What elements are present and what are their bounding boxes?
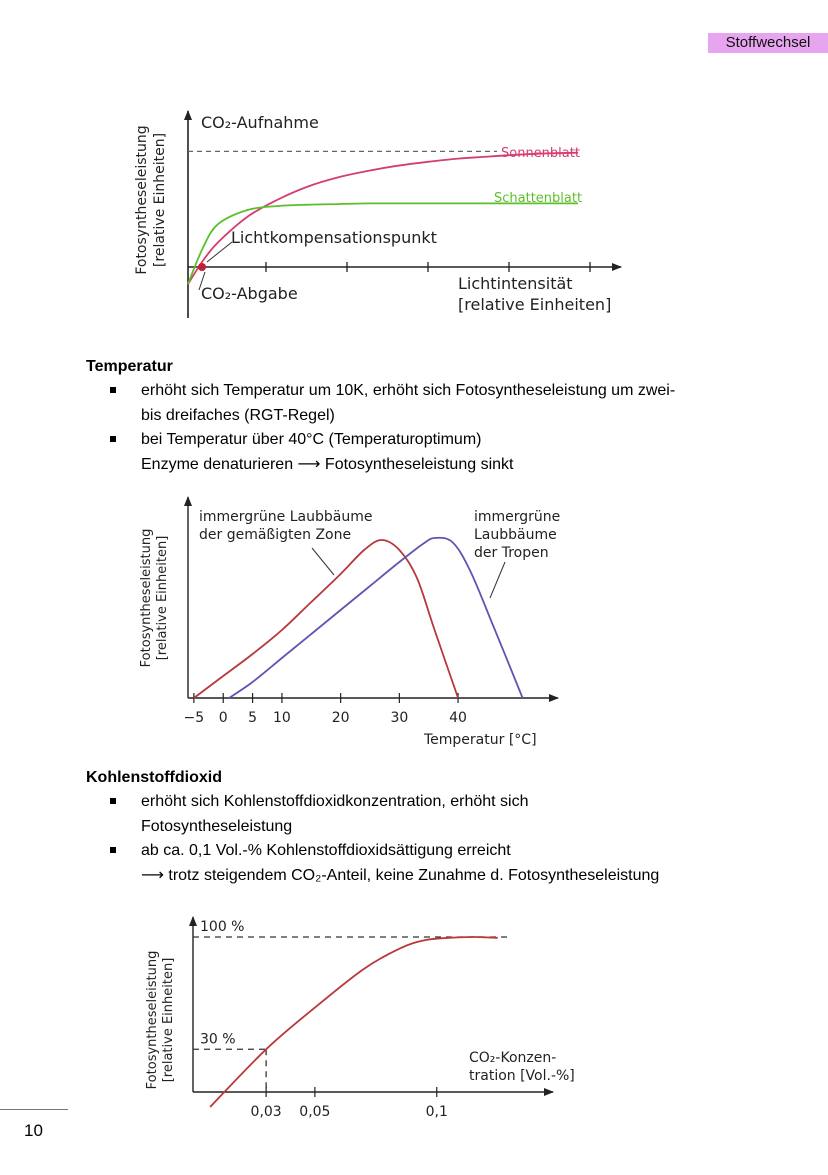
y-label-line2: [relative Einheiten] — [161, 957, 176, 1083]
x-label-line2: tration [Vol.-%] — [469, 1068, 575, 1084]
x-tick-label: −5 — [183, 710, 205, 726]
reference-label: 30 % — [200, 1031, 236, 1048]
y-label-line1: Fotosyntheseleistung — [145, 950, 160, 1090]
y-label-line1: Fotosyntheseleistung — [134, 125, 150, 275]
list-item-line2: bis dreifaches (RGT-Regel) — [141, 406, 335, 424]
y-bottom-label: CO₂-Abgabe — [201, 284, 298, 303]
y-label-line2: [relative Einheiten] — [155, 535, 170, 661]
footer-rule — [0, 1109, 68, 1110]
x-tick-label: 0,03 — [250, 1104, 282, 1120]
list-item-line2: Enzyme denaturieren ⟶ Fotosyntheseleistung sinkt — [141, 455, 514, 473]
x-tick-label: 0,05 — [299, 1104, 331, 1120]
x-label-line1: Lichtintensität — [458, 274, 573, 293]
list-item-line2: ⟶ trotz steigendem CO₂-Anteil, keine Zunahme d. Fotosyntheseleistung — [141, 866, 660, 884]
x-tick-label: 5 — [248, 710, 258, 726]
x-tick-label: 0 — [218, 710, 228, 726]
reference-label: 100 % — [200, 919, 245, 936]
x-tick-label: 10 — [273, 710, 291, 726]
x-tick-label: 40 — [449, 710, 467, 726]
x-label-line2: [relative Einheiten] — [458, 295, 612, 314]
x-tick-label: 30 — [390, 710, 409, 726]
list-item-line1: ab ca. 0,1 Vol.-% Kohlenstoffdioxidsättigung erreicht — [141, 842, 511, 859]
x-label-line1: CO₂-Konzen- — [469, 1050, 557, 1066]
label-tropen-line2: Laubbäume — [474, 527, 557, 543]
page-number: 10 — [24, 1121, 43, 1140]
list-item-line1: bei Temperatur über 40°C (Temperaturoptimum) — [141, 431, 482, 448]
reference-lines — [193, 919, 508, 1092]
label-tropen-line1: immergrüne — [474, 509, 561, 525]
annotation-label: Lichtkompensationspunkt — [231, 228, 437, 247]
list-item-line1: erhöht sich Temperatur um 10K, erhöht sich Fotosyntheseleistung um zwei- — [141, 382, 676, 399]
list-item-line1: erhöht sich Kohlenstoffdioxidkonzentration, erhöht sich — [141, 793, 529, 810]
x-tick-label: 0,1 — [425, 1104, 448, 1120]
label-gemaessigt-line1: immergrüne Laubbäume — [199, 509, 373, 525]
y-top-label: CO₂-Aufnahme — [201, 113, 319, 132]
y-label-line1: Fotosyntheseleistung — [139, 528, 154, 668]
chapter-tag: Stoffwechsel — [708, 33, 828, 53]
heading-temperatur: Temperatur — [86, 358, 173, 375]
list-item-line2: Fotosyntheseleistung — [141, 817, 293, 835]
x-axis-label: Temperatur [°C] — [424, 732, 537, 748]
x-tick-label: 20 — [331, 710, 350, 726]
legend-sonnenblatt: Sonnenblatt — [501, 146, 580, 161]
heading-kohlenstoffdioxid: Kohlenstoffdioxid — [86, 769, 222, 786]
label-gemaessigt-line2: der gemäßigten Zone — [199, 527, 352, 543]
legend-schattenblatt: Schattenblatt — [494, 191, 583, 206]
y-label-line2: [relative Einheiten] — [152, 132, 168, 268]
label-tropen-line3: der Tropen — [474, 545, 549, 561]
series-line-co2 — [210, 937, 498, 1107]
